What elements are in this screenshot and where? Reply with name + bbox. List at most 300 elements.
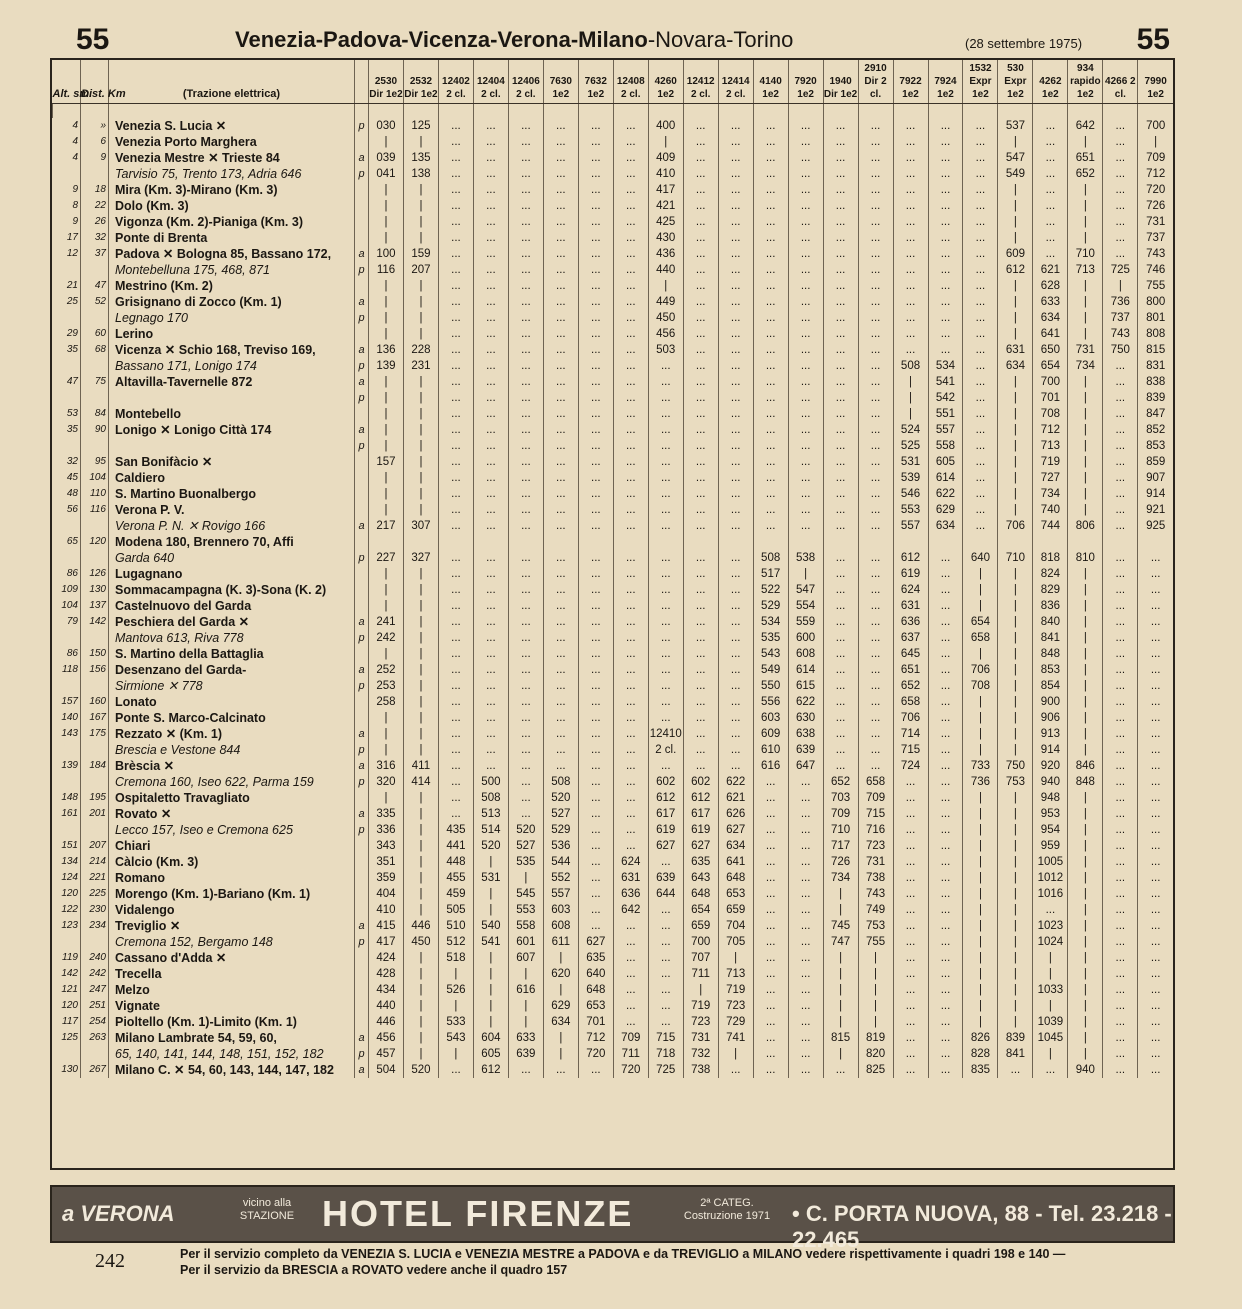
time-cell: | [1068,902,1103,918]
time-cell: ... [613,758,648,774]
time-cell: ... [1138,1014,1173,1030]
station-name: Cremona 160, Iseo 622, Parma 159 [109,774,355,790]
time-cell: 719 [1033,454,1068,470]
time-cell: 526 [438,982,473,998]
time-cell: ... [683,342,718,358]
time-cell: 404 [369,886,404,902]
time-cell: ... [893,294,928,310]
time-cell: ... [1103,742,1138,758]
time-cell: ... [613,662,648,678]
time-cell: | [1068,326,1103,342]
train-header: 4266 2 cl. [1103,60,1138,104]
time-cell: ... [508,710,543,726]
time-cell: | [543,1030,578,1046]
time-cell: ... [438,694,473,710]
time-cell: 531 [473,870,508,886]
time-cell: 907 [1138,470,1173,486]
time-cell: ... [718,502,753,518]
time-cell: ... [1033,166,1068,182]
time-cell: | [403,694,438,710]
time-cell: ... [1103,998,1138,1014]
time-cell: | [403,886,438,902]
station-name: Pioltello (Km. 1)-Limito (Km. 1) [109,1014,355,1030]
altitude: 124 [61,872,78,883]
time-cell: ... [508,246,543,262]
time-cell: 853 [1033,662,1068,678]
footer-page-number: 242 [95,1250,125,1272]
time-cell: 900 [1033,694,1068,710]
time-cell: ... [473,438,508,454]
train-header: 2532 Dir 1e2 [403,60,438,104]
time-cell: ... [788,390,823,406]
time-cell: ... [578,630,613,646]
time-cell: | [823,1046,858,1062]
time-cell: 242 [369,630,404,646]
time-cell: 608 [788,646,823,662]
station-name: Dolo (Km. 3) [109,198,355,214]
time-cell: ... [543,566,578,582]
time-cell: | [718,1046,753,1062]
time-cell: 545 [508,886,543,902]
time-cell: ... [683,710,718,726]
time-cell: | [369,486,404,502]
time-cell: ... [473,166,508,182]
time-cell: ... [683,166,718,182]
time-cell: 518 [438,950,473,966]
time-cell: 808 [1138,326,1173,342]
train-header: 7632 1e2 [578,60,613,104]
arr-dep-mark [355,198,369,214]
time-cell: ... [578,566,613,582]
arr-dep-mark [355,278,369,294]
time-cell: 853 [1138,438,1173,454]
time-cell: ... [508,310,543,326]
time-cell: 921 [1138,502,1173,518]
footer-note: Per il servizio completo da VENEZIA S. LUCIA e VENEZIA MESTRE a PADOVA e da TREVIGLIO a MILANO vedere rispettivamente i quadri 198 e 140 — Per il servizio da BRESCIA a ROVATO vedere anche il quadro 157 [180,1247,1066,1277]
arr-dep-mark [355,1014,369,1030]
time-cell: ... [1103,486,1138,502]
time-cell: ... [788,454,823,470]
time-cell: ... [963,246,998,262]
time-cell: 713 [1033,438,1068,454]
time-cell: | [998,422,1033,438]
time-cell: ... [613,982,648,998]
time-cell: ... [893,886,928,902]
time-cell: ... [893,342,928,358]
time-cell: ... [648,710,683,726]
time-cell: ... [1103,630,1138,646]
time-cell: | [403,742,438,758]
time-cell: 612 [998,262,1033,278]
advert-city: a VERONA [62,1201,175,1226]
time-cell: 708 [963,678,998,694]
time-cell: | [963,998,998,1014]
time-cell: ... [543,726,578,742]
time-cell: 700 [1138,118,1173,134]
arr-dep-mark [355,326,369,342]
time-cell: 640 [963,550,998,566]
time-cell: | [1068,950,1103,966]
time-cell: | [1068,502,1103,518]
time-cell: ... [578,294,613,310]
table-row [53,566,1174,582]
table-row [53,118,1174,134]
table-row [53,182,1174,198]
time-cell: ... [893,118,928,134]
time-cell: 457 [369,1046,404,1062]
time-cell: | [403,470,438,486]
altitude: 117 [62,1016,78,1027]
time-cell: 614 [928,470,963,486]
time-cell: | [823,966,858,982]
time-cell: 815 [823,1030,858,1046]
time-cell: ... [683,182,718,198]
time-cell: 723 [718,998,753,1014]
time-cell: ... [753,790,788,806]
time-cell: ... [683,310,718,326]
time-cell: ... [753,422,788,438]
arr-dep-mark: p [355,630,369,646]
time-cell: ... [1138,550,1173,566]
train-header: 7630 1e2 [543,60,578,104]
time-cell: 541 [928,374,963,390]
station-name: Garda 640 [109,550,355,566]
time-cell: ... [823,662,858,678]
altitude [53,934,81,950]
time-cell: ... [613,342,648,358]
time-cell: | [1068,694,1103,710]
altitude [53,390,81,406]
time-cell: | [1033,998,1068,1014]
time-cell: ... [613,966,648,982]
time-cell: | [1068,710,1103,726]
time-cell: ... [613,710,648,726]
time-cell: | [823,982,858,998]
time-cell: ... [963,406,998,422]
time-cell: 712 [1033,422,1068,438]
time-cell: | [858,950,893,966]
time-cell: ... [718,134,753,150]
time-cell: ... [788,214,823,230]
time-cell: ... [1138,566,1173,582]
time-cell: ... [788,438,823,454]
altitude: 86 [66,568,78,579]
time-cell: ... [683,630,718,646]
time-cell: | [648,278,683,294]
time-cell: ... [683,582,718,598]
time-cell: ... [648,454,683,470]
time-cell: ... [438,758,473,774]
time-cell: 510 [438,918,473,934]
time-cell: 659 [683,918,718,934]
time-cell: ... [1103,918,1138,934]
time-cell: 709 [1138,150,1173,166]
time-cell: ... [928,966,963,982]
time-cell: ... [823,630,858,646]
time-cell: 539 [893,470,928,486]
time-cell: | [893,390,928,406]
table-row [53,1062,1174,1078]
time-cell: | [1068,630,1103,646]
time-cell: ... [473,758,508,774]
time-cell: ... [578,438,613,454]
time-cell: ... [613,774,648,790]
time-cell: | [403,614,438,630]
time-cell: ... [578,406,613,422]
time-cell: ... [473,326,508,342]
time-cell: 116 [369,262,404,278]
time-cell: 2 cl. [648,742,683,758]
time-cell: | [998,406,1033,422]
time-cell: ... [613,998,648,1014]
time-cell: ... [613,934,648,950]
time-cell: ... [1138,742,1173,758]
time-cell: 139 [369,358,404,374]
altitude: 130 [61,1064,78,1075]
time-cell: ... [578,358,613,374]
time-cell: ... [1033,118,1068,134]
time-cell: ... [438,742,473,758]
altitude: 4 [72,120,78,131]
time-cell: ... [1103,726,1138,742]
time-cell: 552 [543,870,578,886]
time-cell: ... [928,934,963,950]
time-cell: ... [648,438,683,454]
time-cell: | [893,374,928,390]
time-cell: | [1068,134,1103,150]
time-cell: 541 [473,934,508,950]
time-cell: ... [998,1062,1033,1078]
time-cell: ... [928,982,963,998]
time-cell: | [1068,742,1103,758]
time-cell: ... [613,406,648,422]
time-cell: 456 [369,1030,404,1046]
station-name: Vigonza (Km. 2)-Pianiga (Km. 3) [109,214,355,230]
arr-dep-mark [355,486,369,502]
time-cell: 558 [508,918,543,934]
time-cell: 508 [543,774,578,790]
time-cell: ... [823,246,858,262]
time-cell: ... [508,1062,543,1078]
time-cell: ... [508,454,543,470]
train-header: 4260 1e2 [648,60,683,104]
time-cell: ... [438,198,473,214]
time-cell: ... [963,230,998,246]
arr-dep-mark [355,966,369,982]
altitude [53,438,81,454]
time-cell: ... [683,566,718,582]
time-cell: 500 [473,774,508,790]
time-cell: 839 [1138,390,1173,406]
time-cell: ... [438,182,473,198]
time-cell: ... [508,470,543,486]
time-cell: ... [613,678,648,694]
time-cell: ... [753,918,788,934]
time-cell: ... [928,166,963,182]
time-cell: | [998,326,1033,342]
time-cell: ... [893,310,928,326]
time-cell: ... [438,374,473,390]
time-cell: ... [718,438,753,454]
time-cell: ... [473,182,508,198]
time-cell: ... [858,742,893,758]
time-cell: ... [928,630,963,646]
distance: 175 [81,726,109,742]
time-cell: ... [543,550,578,566]
time-cell: 603 [543,902,578,918]
arr-dep-mark: p [355,310,369,326]
time-cell: 954 [1033,822,1068,838]
time-cell: ... [543,662,578,678]
time-cell: ... [1033,902,1068,918]
time-cell: 612 [893,550,928,566]
table-row [53,758,1174,774]
time-cell: | [998,886,1033,902]
time-cell: 700 [1033,374,1068,390]
time-cell: ... [1138,758,1173,774]
time-cell: 622 [718,774,753,790]
train-header: 7990 1e2 [1138,60,1173,104]
time-cell: ... [648,390,683,406]
time-cell: ... [1138,614,1173,630]
timetable [52,60,1173,1078]
time-cell: ... [508,614,543,630]
train-header: 12412 2 cl. [683,60,718,104]
time-cell: 512 [438,934,473,950]
time-cell: ... [788,966,823,982]
time-cell: ... [613,918,648,934]
time-cell: ... [613,566,648,582]
time-cell: ... [613,326,648,342]
time-cell: ... [508,326,543,342]
arr-dep-mark: p [355,934,369,950]
station-name: Sommacampagna (K. 3)-Sona (K. 2) [109,582,355,598]
time-cell: | [1068,438,1103,454]
time-cell: ... [473,614,508,630]
time-cell: 737 [1138,230,1173,246]
time-cell: 411 [403,758,438,774]
time-cell: 435 [438,822,473,838]
time-cell: | [508,998,543,1014]
time-cell: ... [508,550,543,566]
time-cell: 258 [369,694,404,710]
time-cell: 651 [893,662,928,678]
time-cell: | [998,646,1033,662]
time-cell: ... [963,438,998,454]
time-cell: | [403,950,438,966]
time-cell: | [998,486,1033,502]
time-cell: ... [578,886,613,902]
time-cell: | [963,902,998,918]
table-row [53,358,1174,374]
time-cell: ... [788,806,823,822]
time-cell: ... [543,326,578,342]
time-cell: ... [823,646,858,662]
time-cell: | [1068,1046,1103,1062]
time-cell [998,534,1033,550]
time-cell: 546 [893,486,928,502]
time-cell: ... [1103,870,1138,886]
time-cell: 638 [788,726,823,742]
time-cell: ... [788,950,823,966]
time-cell: ... [823,518,858,534]
time-cell: ... [578,470,613,486]
time-cell: ... [718,518,753,534]
time-cell: ... [1103,950,1138,966]
page-header [70,22,1170,58]
time-cell: ... [1103,710,1138,726]
time-cell: ... [1103,934,1138,950]
time-cell: 611 [543,934,578,950]
time-cell: 743 [1138,246,1173,262]
time-cell: ... [543,742,578,758]
arr-dep-mark [355,886,369,902]
time-cell: | [1068,278,1103,294]
altitude: 122 [61,904,78,915]
time-cell: ... [823,1062,858,1078]
time-cell: ... [543,486,578,502]
distance: 150 [81,646,109,662]
distance: » [81,118,109,134]
altitude: 157 [61,696,78,707]
time-cell: ... [473,550,508,566]
time-cell: ... [928,342,963,358]
time-cell: ... [648,1014,683,1030]
time-cell: | [1033,966,1068,982]
time-cell: 635 [578,950,613,966]
time-cell: 553 [893,502,928,518]
distance: 156 [81,662,109,678]
time-cell: | [998,934,1033,950]
time-cell: ... [543,118,578,134]
altitude: 134 [61,856,78,867]
station-name: Legnago 170 [109,310,355,326]
time-cell: ... [753,438,788,454]
time-cell: ... [1103,374,1138,390]
time-cell: ... [753,214,788,230]
time-cell: 601 [508,934,543,950]
time-cell: ... [1103,166,1138,182]
arr-dep-mark [355,134,369,150]
station-name: Montebello [109,406,355,422]
time-cell: 125 [403,118,438,134]
time-cell: | [963,582,998,598]
time-cell: ... [613,630,648,646]
altitude [53,166,81,182]
time-cell: ... [438,342,473,358]
time-cell: ... [1138,710,1173,726]
time-cell: | [543,982,578,998]
table-row [53,246,1174,262]
distance [81,262,109,278]
time-cell: ... [928,246,963,262]
table-row [53,1046,1174,1062]
time-cell: 848 [1068,774,1103,790]
time-cell: | [823,998,858,1014]
time-cell: ... [683,374,718,390]
time-cell: ... [508,294,543,310]
time-cell: ... [928,294,963,310]
time-cell: ... [1138,918,1173,934]
time-cell: ... [1103,598,1138,614]
time-cell: ... [753,518,788,534]
distance: 26 [81,214,109,230]
time-cell: ... [508,422,543,438]
time-cell: ... [543,198,578,214]
time-cell: ... [858,246,893,262]
time-cell: ... [578,774,613,790]
time-cell: | [1068,230,1103,246]
